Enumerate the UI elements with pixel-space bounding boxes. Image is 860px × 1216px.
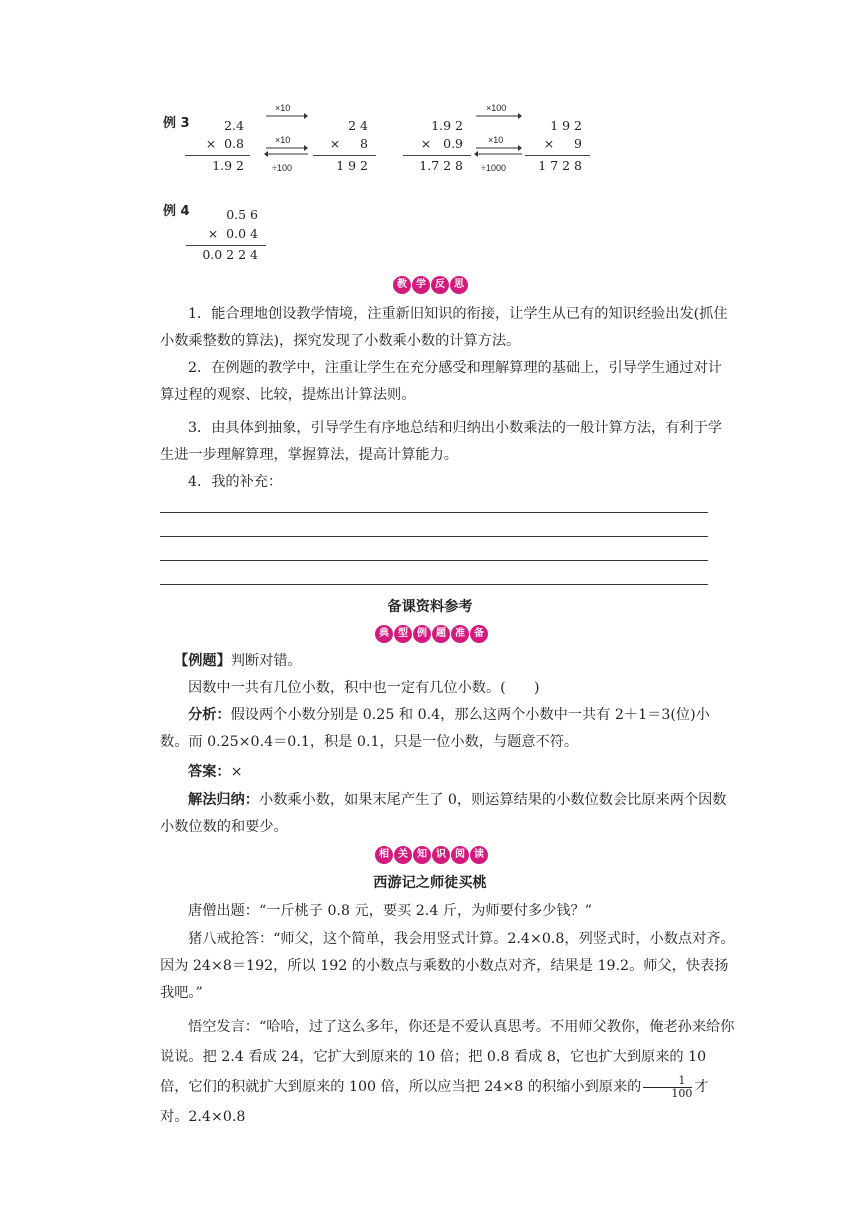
analysis-label: 分析： <box>188 707 231 723</box>
reflection-p4: 4．我的补充： <box>188 474 283 490</box>
example-analysis <box>160 702 735 756</box>
badge-char: 准 <box>451 625 469 643</box>
arrow1-bot-label: ÷100 <box>272 163 292 173</box>
right-arrow-icon <box>476 113 522 119</box>
answer-label: 答案： <box>188 764 231 780</box>
calc3-row1: 1.9 2 <box>431 118 463 133</box>
badge-char: 教 <box>393 276 411 294</box>
calc2-row1: 2 4 <box>348 118 368 133</box>
badge-char: 关 <box>394 846 412 864</box>
left-arrow-icon <box>474 151 522 157</box>
calc4-row3: 1 7 2 8 <box>538 158 582 173</box>
calc3-row2: × 0.9 <box>420 136 463 151</box>
calc1-row1: 2.4 <box>224 118 244 133</box>
example-question: 因数中一共有几位小数，积中也一定有几位小数。( ) <box>188 680 540 696</box>
story-p3-text: 悟空发言：“哈哈，过了这么多年，你还是不爱认真思考。不用师父教你，俺老孙来给你说说。把 2.4 看成 24，它扩大到原来的 10 倍；把 0.8 看成 8，它也扩大到原来的 10 倍，它们的积就扩大到原来的 100 倍，所以应当把 24×8 的积缩小到原来的 <box>160 1019 735 1095</box>
example-head-text: 判断对错。 <box>230 653 302 669</box>
ex4-rule <box>186 245 266 246</box>
badge-char: 例 <box>413 625 431 643</box>
calc4-row1: 1 9 2 <box>550 118 582 133</box>
reflection-p3: 3．由具体到抽象，引导学生有序地总结和归纳出小数乘法的一般计算方法，有利于学生进一步理解算理，掌握算法，提高计算能力。 <box>160 420 722 463</box>
badge-char: 识 <box>432 846 450 864</box>
calc1-rule <box>185 155 250 156</box>
calc3-row3: 1.7 2 8 <box>419 158 463 173</box>
ex4-row3: 0.0 2 2 4 <box>202 247 258 262</box>
arrow1-mid-label: ×10 <box>275 135 291 145</box>
badge-char: 相 <box>375 846 393 864</box>
ex4-row2: × 0.0 4 <box>207 226 258 241</box>
story-p3 <box>160 1012 735 1132</box>
badge-char: 反 <box>431 276 449 294</box>
method-text: 小数乘小数，如果末尾产生了 0，则运算结果的小数位数会比原来两个因数小数位数的和要少。 <box>160 792 727 835</box>
calc4-rule <box>525 155 590 156</box>
reference-title: 备课资料参考 <box>387 599 473 615</box>
arrow2-mid-label: ×10 <box>488 135 504 145</box>
calc2-row2: × 8 <box>329 136 368 151</box>
calc2-rule <box>313 155 376 156</box>
badge-char: 知 <box>413 846 431 864</box>
fraction-numerator: 1 <box>643 1075 692 1088</box>
reflection-p1: 1．能合理地创设教学情境，注重新旧知识的衔接，让学生从已有的知识经验出发(抓住小数乘整数的算法)，探究发现了小数乘小数的计算方法。 <box>160 306 728 349</box>
badge-char: 型 <box>394 625 412 643</box>
method-label: 解法归纳： <box>188 792 259 808</box>
arrow2-top-label: ×100 <box>486 103 507 113</box>
example-heading <box>160 648 735 675</box>
arrow2-bot-label: ÷1000 <box>481 163 506 173</box>
badge-char: 读 <box>470 846 488 864</box>
reflection-p2: 2．在例题的教学中，注重让学生在充分感受和理解算理的基础上，引导学生通过对计算过程的观察、比较，提炼出计算法则。 <box>160 360 722 403</box>
section-badge-reflection <box>393 276 468 294</box>
ex4-row1: 0.5 6 <box>226 207 258 222</box>
fraction-denominator: 100 <box>671 1086 693 1100</box>
example4-label: 例 4 <box>163 204 190 219</box>
section-badge-examples <box>375 625 488 643</box>
calc1-row3: 1.9 2 <box>212 158 244 173</box>
fill-line <box>160 584 708 585</box>
badge-char: 题 <box>432 625 450 643</box>
left-arrow-icon <box>264 151 308 157</box>
calc1-row2: × 0.8 <box>205 136 244 151</box>
analysis-text: 假设两个小数分别是 0.25 和 0.4，那么这两个小数中一共有 2＋1＝3(位)小数。而 0.25×0.4＝0.1，积是 0.1，只是一位小数，与题意不符。 <box>160 707 710 750</box>
story-title: 西游记之师徒买桃 <box>373 875 487 891</box>
badge-char: 思 <box>450 276 468 294</box>
example-answer <box>160 759 735 786</box>
fill-line <box>160 536 708 537</box>
badge-char: 备 <box>470 625 488 643</box>
right-arrow-icon <box>266 113 308 119</box>
calc2-row3: 1 9 2 <box>336 158 368 173</box>
fill-line <box>160 560 708 561</box>
fill-line <box>160 512 708 513</box>
calc4-row2: × 9 <box>543 136 582 151</box>
example3-label: 例 3 <box>163 116 190 131</box>
example-method <box>160 787 735 841</box>
answer-text: × <box>230 764 243 780</box>
section-badge-reading <box>375 846 488 864</box>
story-p2: 猪八戒抢答：“师父，这个简单，我会用竖式计算。2.4×0.8，列竖式时，小数点对齐。因为 24×8＝192，所以 192 的小数点与乘数的小数点对齐，结果是 19.2。师父，快表扬我吧。” <box>160 931 735 1001</box>
story-p3-tail: 才对。2.4×0.8 <box>160 1079 709 1125</box>
arrow1-top-label: ×10 <box>275 103 291 113</box>
calc3-rule <box>403 155 471 156</box>
badge-char: 阅 <box>451 846 469 864</box>
badge-char: 典 <box>375 625 393 643</box>
example-head: 【例题】 <box>174 653 231 669</box>
badge-char: 学 <box>412 276 430 294</box>
story-p1: 唐僧出题：“一斤桃子 0.8 元，要买 2.4 斤，为师要付多少钱？” <box>188 903 592 919</box>
fraction-1-100 <box>643 1075 692 1100</box>
